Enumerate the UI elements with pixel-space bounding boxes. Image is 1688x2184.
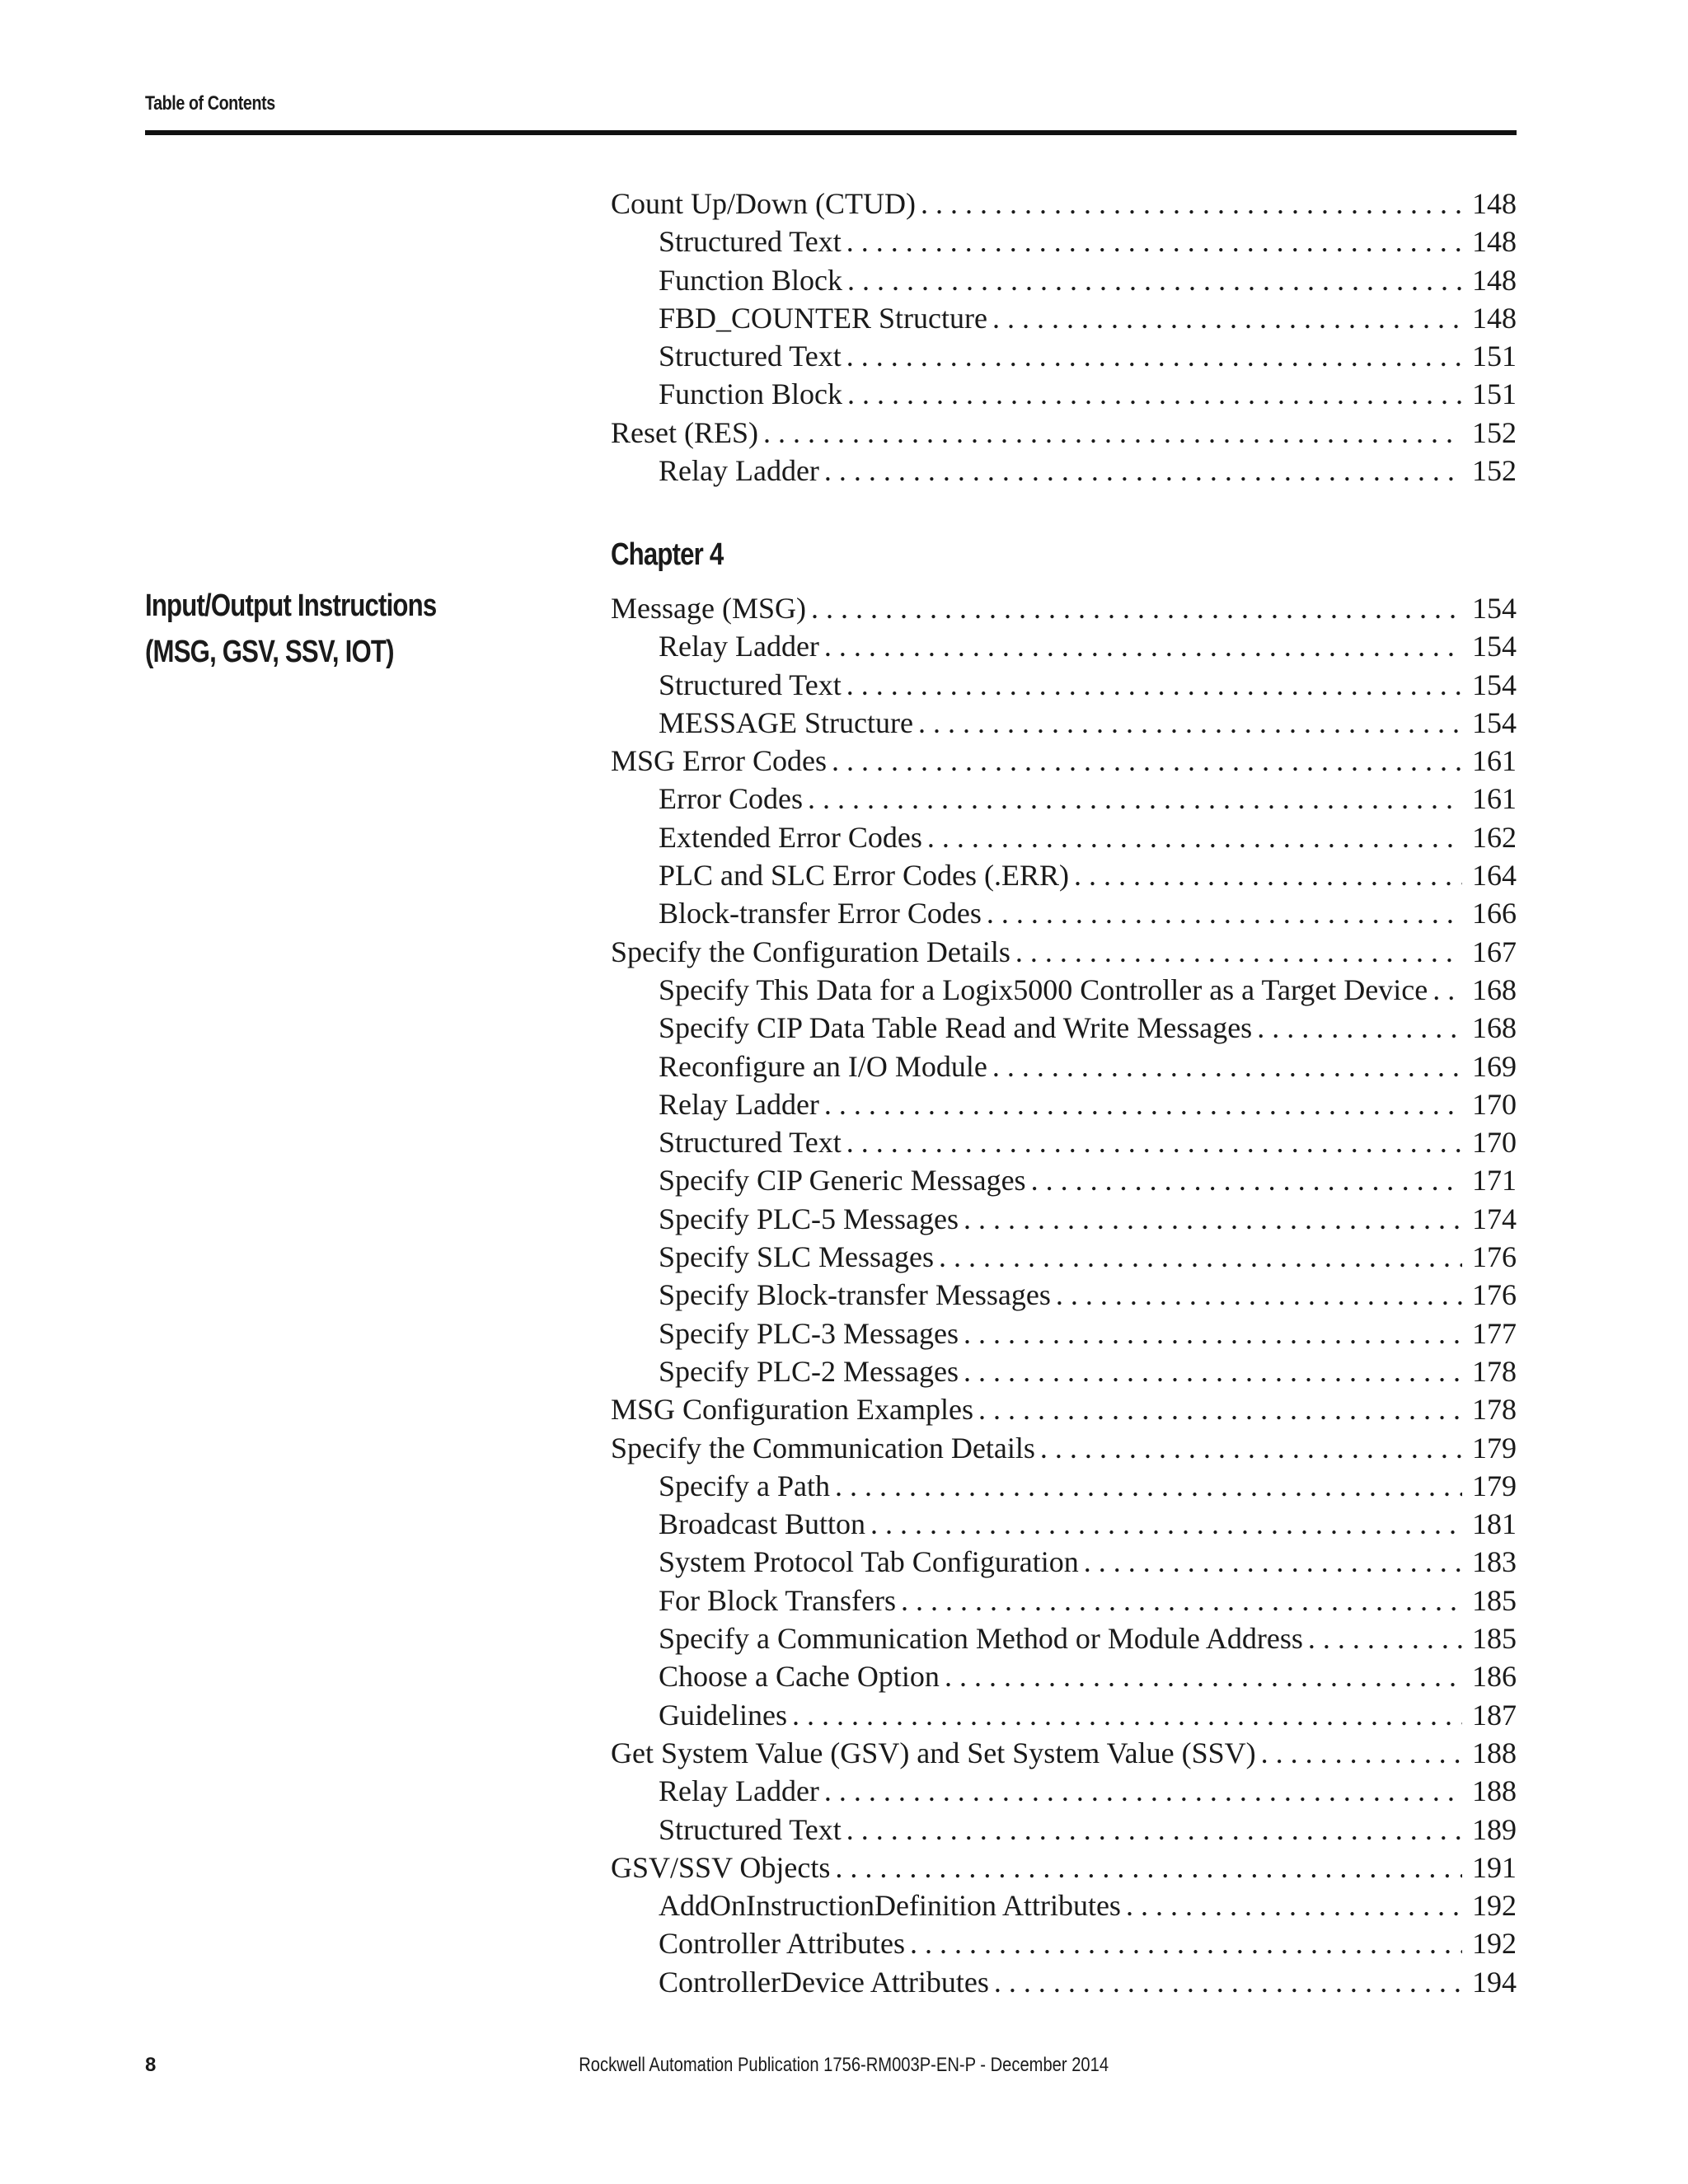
toc-leader-dots xyxy=(846,339,1462,373)
toc-leader-dots xyxy=(1031,1163,1462,1197)
toc-entry-page: 183 xyxy=(1472,1545,1517,1579)
toc-entry[interactable] xyxy=(611,1926,1517,1964)
toc-entry[interactable] xyxy=(611,377,1517,415)
toc-leader-dots xyxy=(1308,1621,1462,1656)
toc-entry[interactable] xyxy=(611,743,1517,781)
footer-publication xyxy=(0,2054,1688,2077)
chapter-title-line1: Input/Output Instructions xyxy=(145,588,437,623)
toc-leader-dots xyxy=(832,743,1462,778)
toc-entry-page: 154 xyxy=(1472,705,1517,739)
toc-entry[interactable] xyxy=(611,972,1517,1010)
toc-entry[interactable] xyxy=(611,1507,1517,1544)
toc-entry-title: AddOnInstructionDefinition Attributes xyxy=(659,1889,1121,1923)
toc-entry-title: Structured Text xyxy=(659,1812,842,1846)
toc-leader-dots xyxy=(910,1926,1462,1961)
header-rule xyxy=(145,130,1517,135)
toc-entry-page: 162 xyxy=(1472,820,1517,854)
toc-leader-dots xyxy=(992,301,1462,335)
toc-leader-dots xyxy=(1040,1431,1462,1465)
toc-entry-page: 174 xyxy=(1472,1202,1517,1235)
toc-chapter-list xyxy=(611,591,1517,2003)
toc-entry-title: Specify the Communication Details xyxy=(611,1431,1035,1465)
toc-leader-dots xyxy=(1432,972,1462,1007)
toc-entry-page: 188 xyxy=(1472,1736,1517,1769)
toc-leader-dots xyxy=(964,1202,1462,1236)
toc-entry-title: Specify SLC Messages xyxy=(659,1240,934,1274)
toc-entry[interactable] xyxy=(611,1163,1517,1201)
toc-entry[interactable] xyxy=(611,263,1517,301)
toc-entry-page: 166 xyxy=(1472,897,1517,930)
toc-leader-dots xyxy=(824,1087,1462,1122)
toc-leader-dots xyxy=(1126,1888,1462,1923)
toc-entry[interactable] xyxy=(611,1812,1517,1850)
toc-continued-list xyxy=(611,186,1517,491)
toc-entry-page: 177 xyxy=(1472,1316,1517,1350)
toc-entry-page: 185 xyxy=(1472,1622,1517,1656)
toc-entry-page: 191 xyxy=(1472,1850,1517,1884)
toc-entry-page: 178 xyxy=(1472,1393,1517,1427)
toc-leader-dots xyxy=(901,1583,1462,1618)
toc-leader-dots xyxy=(987,896,1462,930)
toc-entry[interactable] xyxy=(611,1354,1517,1392)
toc-entry-page: 170 xyxy=(1472,1087,1517,1121)
chapter-title-line2: (MSG, GSV, SSV, IOT) xyxy=(145,635,394,669)
footer-page-number: 8 xyxy=(145,2054,157,2076)
toc-leader-dots xyxy=(918,705,1462,740)
toc-leader-dots xyxy=(808,781,1462,816)
toc-entry[interactable] xyxy=(611,1277,1517,1315)
toc-entry[interactable] xyxy=(611,1125,1517,1163)
toc-leader-dots xyxy=(964,1316,1462,1351)
toc-entry-title: Specify the Configuration Details xyxy=(611,935,1010,968)
toc-entry[interactable] xyxy=(611,339,1517,377)
toc-entry[interactable] xyxy=(611,935,1517,972)
toc-entry-title: Specify PLC-2 Messages xyxy=(659,1354,959,1388)
toc-entry-title: Get System Value (GSV) and Set System Value (SSV) xyxy=(611,1736,1256,1769)
toc-entry-title: Choose a Cache Option xyxy=(659,1660,940,1694)
toc-leader-dots xyxy=(945,1659,1462,1694)
toc-entry[interactable] xyxy=(611,301,1517,339)
toc-entry[interactable] xyxy=(611,1316,1517,1354)
toc-entry-title: Specify Block-transfer Messages xyxy=(659,1278,1051,1312)
toc-entry-page: 154 xyxy=(1472,592,1517,625)
toc-leader-dots xyxy=(964,1354,1462,1389)
toc-entry-title: Message (MSG) xyxy=(611,592,806,625)
toc-leader-dots xyxy=(1056,1277,1462,1312)
toc-entry-page: 179 xyxy=(1472,1469,1517,1502)
toc-entry-page: 148 xyxy=(1472,225,1517,259)
toc-entry-title: Relay Ladder xyxy=(659,630,819,663)
toc-entry-title: Relay Ladder xyxy=(659,1774,819,1808)
toc-entry-title: Structured Text xyxy=(659,225,842,259)
toc-entry[interactable] xyxy=(611,629,1517,667)
toc-entry[interactable] xyxy=(611,1774,1517,1811)
toc-entry-page: 148 xyxy=(1472,301,1517,335)
toc-entry-page: 187 xyxy=(1472,1698,1517,1732)
toc-entry-page: 192 xyxy=(1472,1927,1517,1961)
toc-entry[interactable] xyxy=(611,781,1517,819)
toc-entry-title: Structured Text xyxy=(659,668,842,701)
toc-leader-dots xyxy=(1261,1736,1462,1770)
toc-entry-page: 168 xyxy=(1472,972,1517,1006)
toc-entry-page: 194 xyxy=(1472,1965,1517,1999)
toc-leader-dots xyxy=(992,1049,1462,1084)
toc-entry-page: 178 xyxy=(1472,1354,1517,1388)
toc-entry-title: MSG Configuration Examples xyxy=(611,1393,973,1427)
toc-entry-title: Specify PLC-3 Messages xyxy=(659,1316,959,1350)
toc-entry-page: 169 xyxy=(1472,1049,1517,1083)
toc-entry-title: Guidelines xyxy=(659,1698,787,1732)
toc-entry-page: 167 xyxy=(1472,935,1517,968)
toc-entry-page: 192 xyxy=(1472,1889,1517,1923)
toc-entry-title: Relay Ladder xyxy=(659,454,819,488)
toc-entry-page: 148 xyxy=(1472,263,1517,297)
toc-entry[interactable] xyxy=(611,1240,1517,1277)
toc-entry-title: Structured Text xyxy=(659,1126,842,1160)
toc-leader-dots xyxy=(792,1698,1462,1732)
toc-entry-page: 152 xyxy=(1472,415,1517,449)
toc-entry[interactable] xyxy=(611,224,1517,262)
toc-leader-dots xyxy=(939,1240,1462,1274)
toc-entry-title: Count Up/Down (CTUD) xyxy=(611,187,916,220)
toc-leader-dots xyxy=(835,1469,1462,1503)
toc-leader-dots xyxy=(1257,1010,1462,1045)
toc-entry[interactable] xyxy=(611,820,1517,858)
toc-entry[interactable] xyxy=(611,1583,1517,1621)
toc-entry[interactable] xyxy=(611,1965,1517,2003)
toc-leader-dots xyxy=(846,1125,1462,1160)
toc-entry-title: MESSAGE Structure xyxy=(659,705,913,739)
toc-leader-dots xyxy=(846,668,1462,702)
toc-leader-dots xyxy=(824,629,1462,663)
toc-entry-page: 161 xyxy=(1472,782,1517,816)
toc-entry-page: 181 xyxy=(1472,1507,1517,1541)
toc-entry-page: 170 xyxy=(1472,1126,1517,1160)
toc-entry-page: 154 xyxy=(1472,630,1517,663)
toc-entry[interactable] xyxy=(611,1469,1517,1507)
toc-leader-dots xyxy=(927,820,1462,855)
toc-entry-page: 176 xyxy=(1472,1240,1517,1274)
toc-leader-dots xyxy=(1015,935,1462,969)
toc-entry[interactable] xyxy=(611,1659,1517,1697)
toc-entry[interactable] xyxy=(611,1392,1517,1430)
toc-entry-title: Specify a Communication Method or Module Address xyxy=(659,1622,1303,1656)
toc-entry-page: 186 xyxy=(1472,1660,1517,1694)
toc-entry-page: 176 xyxy=(1472,1278,1517,1312)
toc-entry[interactable] xyxy=(611,705,1517,743)
toc-leader-dots xyxy=(1084,1544,1462,1579)
toc-entry[interactable] xyxy=(611,186,1517,224)
toc-entry[interactable] xyxy=(611,858,1517,896)
toc-entry-title: Error Codes xyxy=(659,782,803,816)
toc-entry[interactable] xyxy=(611,591,1517,629)
toc-entry-title: Relay Ladder xyxy=(659,1087,819,1121)
toc-entry-title: Specify a Path xyxy=(659,1469,830,1502)
toc-entry[interactable] xyxy=(611,415,1517,453)
toc-entry-title: Specify PLC-5 Messages xyxy=(659,1202,959,1235)
toc-entry[interactable] xyxy=(611,1010,1517,1048)
toc-entry-title: Extended Error Codes xyxy=(659,820,922,854)
toc-entry[interactable] xyxy=(611,1698,1517,1736)
toc-entry-title: Structured Text xyxy=(659,340,842,373)
toc-leader-dots xyxy=(847,263,1462,298)
toc-entry-page: 185 xyxy=(1472,1583,1517,1617)
toc-entry[interactable] xyxy=(611,1888,1517,1926)
toc-entry-title: System Protocol Tab Configuration xyxy=(659,1545,1079,1579)
toc-leader-dots xyxy=(978,1392,1462,1427)
toc-entry-title: Specify CIP Generic Messages xyxy=(659,1164,1026,1197)
toc-entry-page: 154 xyxy=(1472,668,1517,701)
toc-entry[interactable] xyxy=(611,668,1517,705)
toc-entry-title: For Block Transfers xyxy=(659,1583,897,1617)
toc-leader-dots xyxy=(921,186,1462,221)
toc-entry-title: GSV/SSV Objects xyxy=(611,1850,831,1884)
toc-entry[interactable] xyxy=(611,1431,1517,1469)
toc-leader-dots xyxy=(847,377,1462,411)
toc-entry-page: 171 xyxy=(1472,1164,1517,1197)
toc-leader-dots xyxy=(870,1507,1462,1541)
toc-entry[interactable] xyxy=(611,1544,1517,1582)
toc-entry-title: MSG Error Codes xyxy=(611,744,827,778)
footer-publication-text: Rockwell Automation Publication 1756-RM003P-EN-P - December 2014 xyxy=(579,2054,1109,2076)
toc-entry-page: 179 xyxy=(1472,1431,1517,1465)
toc-entry[interactable] xyxy=(611,1850,1517,1888)
toc-leader-dots xyxy=(824,453,1462,488)
toc-leader-dots xyxy=(994,1965,1462,1999)
chapter-title xyxy=(145,583,523,675)
chapter-label: Chapter 4 xyxy=(611,537,724,572)
toc-entry-title: FBD_COUNTER Structure xyxy=(659,301,987,335)
toc-entry[interactable] xyxy=(611,1049,1517,1087)
toc-leader-dots xyxy=(824,1774,1462,1808)
toc-entry-title: ControllerDevice Attributes xyxy=(659,1965,989,1999)
toc-entry-page: 151 xyxy=(1472,340,1517,373)
toc-leader-dots xyxy=(811,591,1462,626)
toc-leader-dots xyxy=(835,1850,1462,1885)
toc-entry[interactable] xyxy=(611,1087,1517,1125)
toc-entry-title: Function Block xyxy=(659,263,842,297)
toc-entry-page: 161 xyxy=(1472,744,1517,778)
toc-entry-title: Specify CIP Data Table Read and Write Messages xyxy=(659,1011,1253,1045)
toc-entry-page: 168 xyxy=(1472,1011,1517,1045)
toc-entry-title: Broadcast Button xyxy=(659,1507,865,1541)
toc-entry-page: 164 xyxy=(1472,859,1517,893)
toc-entry-page: 152 xyxy=(1472,454,1517,488)
toc-entry-page: 151 xyxy=(1472,377,1517,411)
toc-entry-title: Block-transfer Error Codes xyxy=(659,897,982,930)
toc-entry-title: Controller Attributes xyxy=(659,1927,905,1961)
toc-entry-title: Reset (RES) xyxy=(611,415,758,449)
toc-entry[interactable] xyxy=(611,453,1517,491)
toc-entry-title: Reconfigure an I/O Module xyxy=(659,1049,987,1083)
toc-leader-dots xyxy=(763,415,1462,450)
toc-entry-page: 148 xyxy=(1472,187,1517,220)
toc-entry[interactable] xyxy=(611,1736,1517,1774)
toc-entry-page: 189 xyxy=(1472,1812,1517,1846)
toc-leader-dots xyxy=(846,1812,1462,1847)
running-header: Table of Contents xyxy=(145,92,275,115)
toc-leader-dots xyxy=(846,224,1462,259)
toc-entry-title: Specify This Data for a Logix5000 Controller as a Target Device xyxy=(659,972,1428,1006)
toc-entry-title: Function Block xyxy=(659,377,842,411)
toc-entry-page: 188 xyxy=(1472,1774,1517,1808)
toc-leader-dots xyxy=(1074,858,1462,893)
toc-entry[interactable] xyxy=(611,1621,1517,1659)
toc-entry-title: PLC and SLC Error Codes (.ERR) xyxy=(659,859,1069,893)
toc-entry[interactable] xyxy=(611,896,1517,934)
toc-entry[interactable] xyxy=(611,1202,1517,1240)
